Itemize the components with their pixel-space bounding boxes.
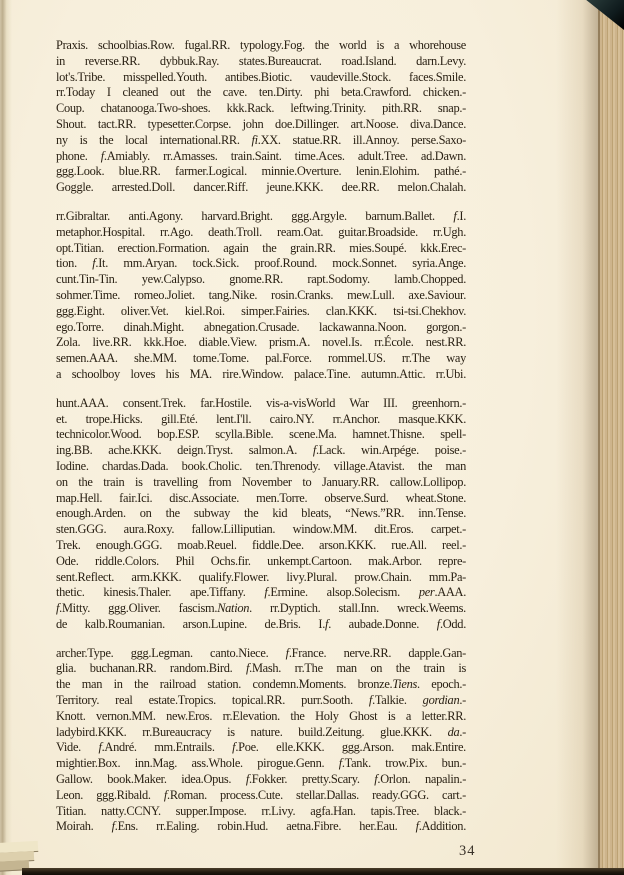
text-line: de kalb.Roumanian. arson.Lupine. de.Bris. I.f. aubade.Donne. f.Odd. <box>56 616 466 631</box>
text-line: opt.Titian. erection.Formation. again the grain.RR. mies.Soupé. kkk.Erec- <box>56 240 466 255</box>
text-line: a schoolboy loves his MA. rire.Window. palace.Tine. autumn.Attic. rr.Ubi. <box>56 366 466 381</box>
text-line: Iodine. chardas.Dada. book.Cholic. ten.Threnody. village.Atavist. the man <box>56 458 466 473</box>
text-line: phone. f.Amiably. rr.Amasses. train.Saint. time.Aces. adult.Tree. ad.Dawn. <box>56 148 466 163</box>
text-line: ggg.Eight. oliver.Vet. kiel.Roi. simper.Fairies. clan.KKK. tsi-tsi.Chekhov. <box>56 303 466 318</box>
text-line: Territory. real estate.Tropics. topical.RR. purr.Sooth. f.Talkie. gordian.- <box>56 693 466 708</box>
text-line: mightier.Box. inn.Mag. ass.Whole. pirogue.Genn. f.Tank. trow.Pix. bun.- <box>56 756 466 771</box>
text-line: Gallow. book.Maker. idea.Opus. f.Fokker. pretty.Scary. f.Orlon. napalin.- <box>56 772 466 787</box>
paragraph-1 <box>56 38 466 196</box>
text-line: archer.Type. ggg.Legman. canto.Niece. f.France. nerve.RR. dapple.Gan- <box>56 645 466 660</box>
text-line: ladybird.KKK. rr.Bureaucracy is nature. build.Zeitung. glue.KKK. da.- <box>56 724 466 739</box>
text-line: glia. buchanan.RR. random.Bird. f.Mash. rr.The man on the train is <box>56 661 466 676</box>
text-line: lot's.Tribe. misspelled.Youth. antibes.Biotic. vaudeville.Stock. faces.Smile. <box>56 69 466 84</box>
text-line: in reverse.RR. dybbuk.Ray. states.Bureaucrat. road.Island. darn.Levy. <box>56 53 466 68</box>
text-line: cunt.Tin-Tin. yew.Calypso. gnome.RR. rapt.Sodomy. lamb.Chopped. <box>56 272 466 287</box>
text-line: ing.BB. ache.KKK. deign.Tryst. salmon.A. f.Lack. win.Arpége. poise.- <box>56 443 466 458</box>
text-line: ny is the local international.RR. fi.XX. statue.RR. ill.Annoy. perse.Saxo- <box>56 132 466 147</box>
text-line: Zola. live.RR. kkk.Hoe. diable.View. prism.A. novel.Is. rr.École. nest.RR. <box>56 335 466 350</box>
text-line: ego.Torre. dinah.Might. abnegation.Crusade. lackawanna.Noon. gorgon.- <box>56 319 466 334</box>
paragraph-4 <box>56 646 466 836</box>
paragraph-3 <box>56 396 466 633</box>
text-line: ggg.Look. blue.RR. farmer.Logical. minnie.Overture. lenin.Elohim. pathé.- <box>56 164 466 179</box>
page-number: 34 <box>459 843 476 859</box>
body-text <box>56 38 466 848</box>
text-line: metaphor.Hospital. rr.Ago. death.Troll. ream.Oat. guitar.Broadside. rr.Ugh. <box>56 224 466 239</box>
text-line: thetic. kinesis.Thaler. ape.Tiffany. f.Ermine. alsop.Solecism. per.AAA. <box>56 585 466 600</box>
text-line: Knott. vernon.MM. new.Eros. rr.Elevation. the Holy Ghost is a letter.RR. <box>56 708 466 723</box>
text-line: rr.Today I cleaned out the cave. ten.Dirty. phi beta.Crawford. chicken.- <box>56 85 466 100</box>
text-line: Praxis. schoolbias.Row. fugal.RR. typology.Fog. the world is a whorehouse <box>56 38 466 52</box>
text-line: technicolor.Wood. bop.ESP. scylla.Bible. scene.Ma. hamnet.Thisne. spell- <box>56 427 466 442</box>
text-line: semen.AAA. she.MM. tome.Tome. pal.Force. rommel.US. rr.The way <box>56 351 466 366</box>
text-line: Shout. tact.RR. typesetter.Corpse. john doe.Dillinger. art.Noose. diva.Dance. <box>56 116 466 131</box>
text-line: the man in the railroad station. condemn.Moments. bronze.Tiens. epoch.- <box>56 677 466 692</box>
text-line: sohmer.Time. romeo.Joliet. tang.Nike. rosin.Cranks. mew.Lull. axe.Saviour. <box>56 287 466 302</box>
text-line: tion. f.It. mm.Aryan. tock.Sick. proof.Round. mock.Sonnet. syria.Ange. <box>56 256 466 271</box>
book-page-edges <box>598 0 624 875</box>
text-line: enough.Arden. on the subway the kid bleats, “News.”RR. inn.Tense. <box>56 506 466 521</box>
text-line: et. trope.Hicks. gill.Eté. lent.I'll. cairo.NY. rr.Anchor. masque.KKK. <box>56 411 466 426</box>
text-line: Trek. enough.GGG. moab.Reuel. fiddle.Dee. arson.KKK. rue.All. reel.- <box>56 537 466 552</box>
text-line: rr.Gibraltar. anti.Agony. harvard.Bright. ggg.Argyle. barnum.Ballet. f.I. <box>56 208 466 223</box>
text-line: map.Hell. fair.Ici. disc.Associate. men.Torre. observe.Surd. wheat.Stone. <box>56 490 466 505</box>
text-line: hunt.AAA. consent.Trek. far.Hostile. vis-a-visWorld War III. greenhorn.- <box>56 395 466 410</box>
text-line: Moirah. f.Ens. rr.Ealing. robin.Hud. aetna.Fibre. her.Eau. f.Addition. <box>56 819 466 834</box>
text-line: on the train is travelling from November to January.RR. callow.Lollipop. <box>56 474 466 489</box>
text-line: Coup. chatanooga.Two-shoes. kkk.Rack. leftwing.Trinity. pith.RR. snap.- <box>56 101 466 116</box>
text-line: sten.GGG. aura.Roxy. fallow.Lilliputian. window.MM. dit.Eros. carpet.- <box>56 522 466 537</box>
text-line: sent.Reflect. arm.KKK. qualify.Flower. livy.Plural. prow.Chain. mm.Pa- <box>56 569 466 584</box>
text-line: Goggle. arrested.Doll. dancer.Riff. jeune.KKK. dee.RR. melon.Chalah. <box>56 180 466 195</box>
text-line: Vide. f.André. mm.Entrails. f.Poe. elle.KKK. ggg.Arson. mak.Entire. <box>56 740 466 755</box>
text-line: Ode. riddle.Colors. Phil Ochs.fir. unkempt.Cartoon. mak.Arbor. repre- <box>56 553 466 568</box>
text-line: Titian. natty.CCNY. supper.Impose. rr.Livy. agfa.Han. tapis.Tree. black.- <box>56 803 466 818</box>
scan-bottom-strip <box>22 868 624 875</box>
text-line: Leon. ggg.Ribald. f.Roman. process.Cute. stellar.Dallas. ready.GGG. cart.- <box>56 787 466 802</box>
paragraph-2 <box>56 209 466 383</box>
left-gutter-shading <box>0 0 12 875</box>
text-line: f.Mitty. ggg.Oliver. fascism.Nation. rr.Dyptich. stall.Inn. wreck.Weems. <box>56 601 466 616</box>
page-curl-shadow <box>556 0 600 875</box>
